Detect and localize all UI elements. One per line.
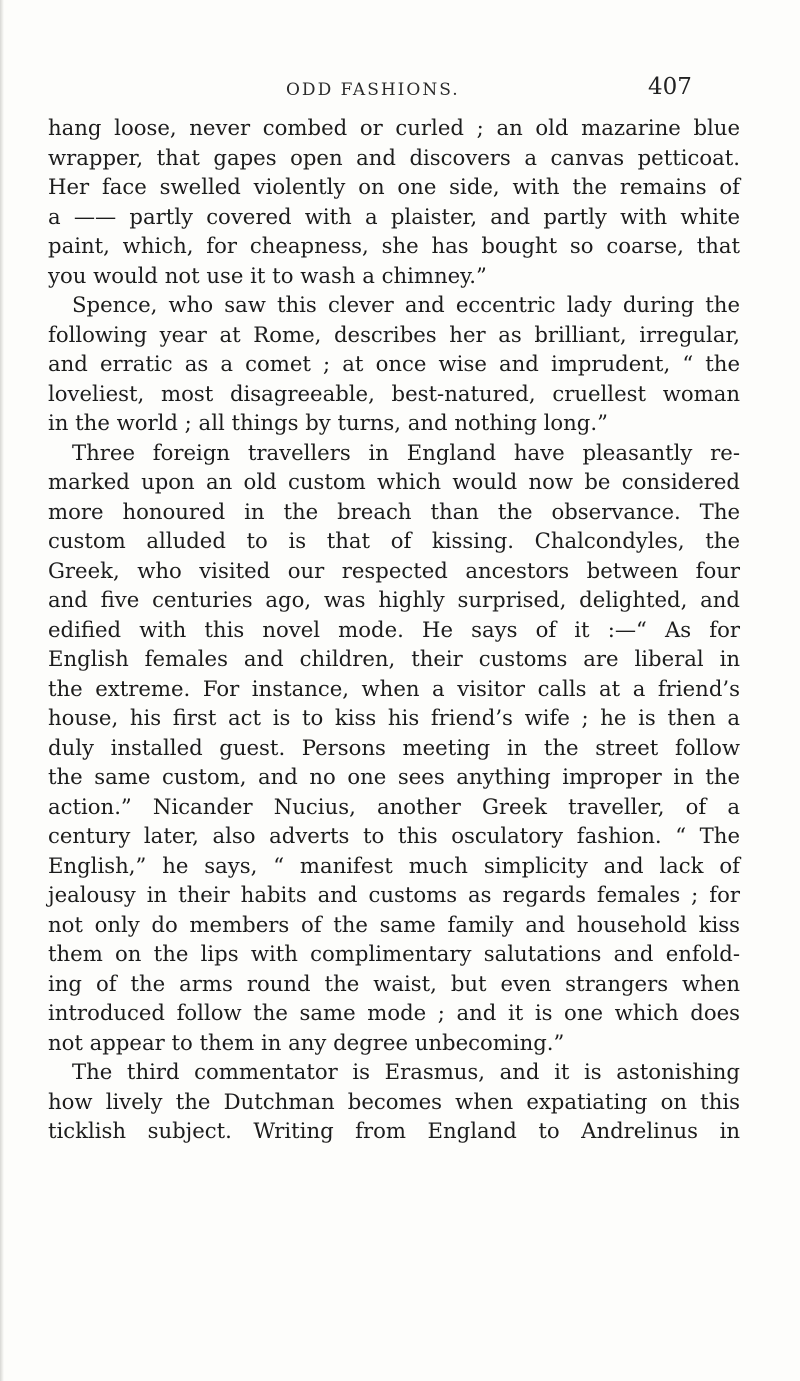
text-line: more honoured in the breach than the observance. The <box>48 498 740 524</box>
text-line: a —— partly covered with a plaister, and partly with white <box>48 203 740 229</box>
text-line: ing of the arms round the waist, but even strangers when <box>48 970 740 996</box>
text-line: hang loose, never combed or curled ; an old mazarine blue <box>48 115 740 140</box>
page-number: 407 <box>648 74 692 100</box>
body-text <box>48 113 740 1146</box>
text-line: the same custom, and no one sees anything improper in the <box>48 764 740 789</box>
page-gutter-edge <box>0 0 4 1381</box>
text-line: The third commentator is Erasmus, and it is astonishing <box>72 1059 740 1084</box>
text-line: wrapper, that gapes open and discovers a canvas petticoat. <box>48 144 740 170</box>
text-line: in the world ; all things by turns, and nothing long.” <box>48 410 608 435</box>
text-line: and erratic as a comet ; at once wise and imprudent, “ the <box>48 351 740 376</box>
text-line: not only do members of the same family and household kiss <box>48 911 740 937</box>
text-line: English females and children, their customs are liberal in <box>48 646 740 671</box>
text-line: Spence, who saw this clever and eccentric lady during the <box>72 292 740 317</box>
text-line: Three foreign travellers in England have pleasantly re- <box>72 439 740 465</box>
text-line: ticklish subject. Writing from England to Andrelinus in <box>48 1118 740 1143</box>
text-line: house, his first act is to kiss his friend’s wife ; he is then a <box>48 705 740 730</box>
text-line: duly installed guest. Persons meeting in the street follow <box>48 734 740 760</box>
text-line: century later, also adverts to this osculatory fashion. “ The <box>48 823 740 848</box>
running-head <box>0 74 800 104</box>
text-line: Her face swelled violently on one side, with the remains of <box>48 174 740 199</box>
text-line: the extreme. For instance, when a visitor calls at a friend’s <box>48 675 740 701</box>
text-line: action.” Nicander Nucius, another Greek traveller, of a <box>48 793 740 819</box>
text-line: English,” he says, “ manifest much simplicity and lack of <box>48 852 740 878</box>
text-line: loveliest, most disagreeable, best-natured, cruellest woman <box>48 380 740 406</box>
text-line: paint, which, for cheapness, she has bought so coarse, that <box>48 233 740 258</box>
text-line: jealousy in their habits and customs as regards females ; for <box>48 882 740 907</box>
text-line: not appear to them in any degree unbecoming.” <box>48 1029 565 1055</box>
text-line: how lively the Dutchman becomes when expatiating on this <box>48 1088 740 1114</box>
text-line: Greek, who visited our respected ancestors between four <box>48 557 740 583</box>
text-line: following year at Rome, describes her as brilliant, irregular, <box>48 321 740 347</box>
text-line: and five centuries ago, was highly surprised, delighted, and <box>48 587 740 612</box>
text-line: marked upon an old custom which would now be considered <box>48 469 740 494</box>
text-line: them on the lips with complimentary salutations and enfold- <box>48 941 740 966</box>
text-line: custom alluded to is that of kissing. Chalcondyles, the <box>48 528 740 553</box>
text-line: you would not use it to wash a chimney.” <box>48 262 487 288</box>
text-line: edified with this novel mode. He says of it :—“ As for <box>48 616 740 642</box>
running-title: ODD FASHIONS. <box>286 80 460 100</box>
text-line: introduced follow the same mode ; and it is one which does <box>48 1000 740 1025</box>
